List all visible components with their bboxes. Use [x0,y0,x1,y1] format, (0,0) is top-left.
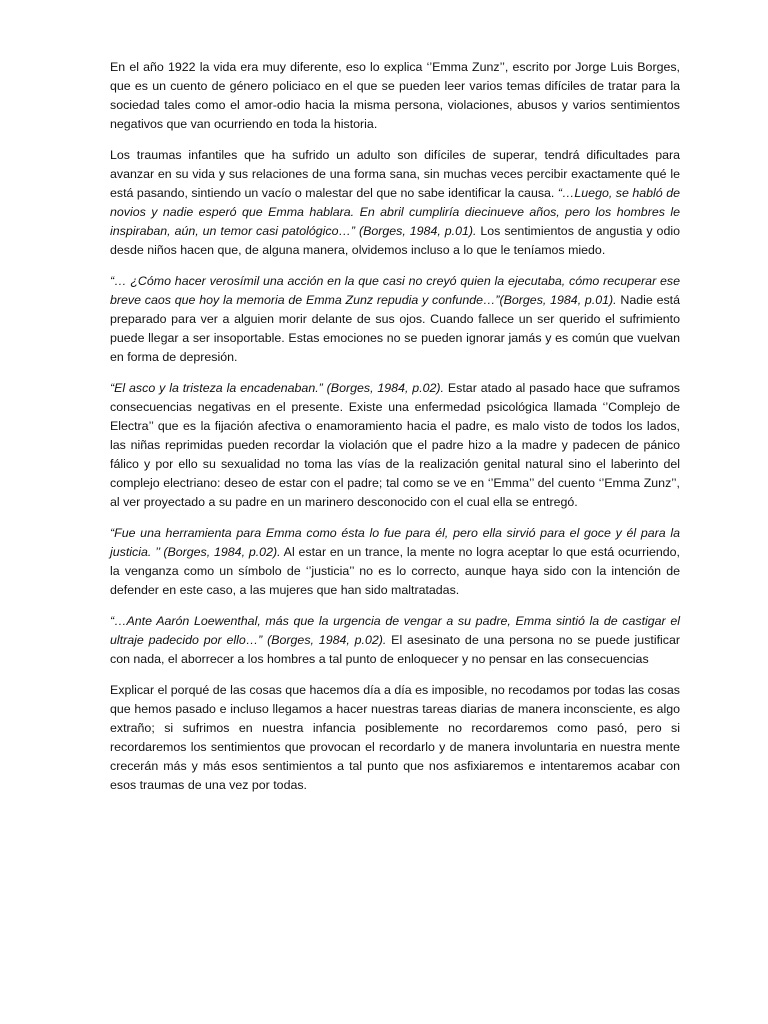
paragraph-text: En el año 1922 la vida era muy diferente, eso lo explica ‘’Emma Zunz’’, escrito por Jorge Luis Borges, que es un cuento de género policiaco en el que se pueden leer varios temas difíciles de tratar para la sociedad tales como el amor-odio hacia la misma persona, violaciones, abusos y varios sentimientos negativos que van ocurriendo en toda la historia. [110,60,680,131]
paragraph-text: Los traumas infantiles que ha sufrido un adulto son difíciles de superar, tendrá dificultades para avanzar en su vida y sus relaciones de una forma sana, sin muchas veces percibir exactamente qué le está pasando, sintiendo un vacío o malestar del que no sabe identificar la causa. [110,148,680,200]
paragraph-electra-complex [110,379,680,512]
paragraph-quote: “…Luego, se habló de novios y nadie esperó que Emma hablara. En abril cumpliría diecinueve años, pero los hombres le inspiraban, aún, un temor casi patológico…” (Borges, 1984, p.01). [110,186,680,238]
paragraph-text: Al estar en un trance, la mente no logra aceptar lo que está ocurriendo, la venganza como un símbolo de ‘’justicia’’ no es lo correcto, aunque haya sido con la intención de defender en este caso, a las mujeres que han sido maltratadas. [110,545,680,597]
paragraph-quote: “… ¿Cómo hacer verosímil una acción en la que casi no creyó quien la ejecutaba, cómo recuperar ese breve caos que hoy la memoria de Emma Zunz repudia y confunde…”(Borges, 1984, p.01). [110,274,680,307]
paragraph-quote: “…Ante Aarón Loewenthal, más que la urgencia de vengar a su padre, Emma sintió la de castigar el ultraje padecido por ello…” (Borges, 1984, p.02). [110,614,680,647]
paragraph-intro [110,58,680,134]
paragraph-conclusion [110,681,680,795]
paragraph-text: Los sentimientos de angustia y odio desde niños hacen que, de alguna manera, olvidemos incluso a lo que le teníamos miedo. [110,224,680,257]
paragraph-text: Nadie está preparado para ver a alguien morir delante de sus ojos. Cuando fallece un ser querido el sufrimiento puede llegar a ser insoportable. Estas emociones no se pueden ignorar jamás y es común que vuelvan en forma de depresión. [110,293,681,364]
paragraph-quote: “Fue una herramienta para Emma como ésta lo fue para él, pero ella sirvió para el goce y él para la justicia. ’’ (Borges, 1984, p.02). [110,526,680,559]
paragraph-justice [110,524,680,600]
paragraph-murder [110,612,680,669]
paragraph-childhood-traumas [110,146,680,260]
paragraph-text: El asesinato de una persona no se puede justificar con nada, el aborrecer a los hombres a tal punto de enloquecer y no pensar en las consecuencias [110,633,680,666]
paragraph-death [110,272,680,367]
document-page [110,58,680,807]
paragraph-quote: “El asco y la tristeza la encadenaban.” (Borges, 1984, p.02). [110,381,444,395]
paragraph-text: Estar atado al pasado hace que suframos consecuencias negativas en el presente. Existe una enfermedad psicológica llamada ‘’Complejo de Electra’’ que es la fijación afectiva o enamoramiento hacia el padre, es malo visto de todos los lados, las niñas reprimidas pueden recordar la violación que el padre hizo a la madre y padecen de pánico fálico y por ello su sexualidad no toma las vías de la realización genital natural sino el laberinto del complejo electriano: deseo de estar con el padre; tal como se ve en ‘’Emma’’ del cuento ‘’Emma Zunz’’, al ver proyectado a su padre en un marinero desconocido con el cual ella se entregó. [110,381,680,509]
paragraph-text: Explicar el porqué de las cosas que hacemos día a día es imposible, no recodamos por todas las cosas que hemos pasado e incluso llegamos a hacer nuestras tareas diarias de manera inconsciente, es algo extraño; si sufrimos en nuestra infancia posiblemente no recordaremos como pasó, pero si recordaremos los sentimientos que provocan el recordarlo y de manera involuntaria en nuestra mente crecerán más y más esos sentimientos a tal punto que nos asfixiaremos e intentaremos acabar con esos traumas de una vez por todas. [110,683,680,792]
